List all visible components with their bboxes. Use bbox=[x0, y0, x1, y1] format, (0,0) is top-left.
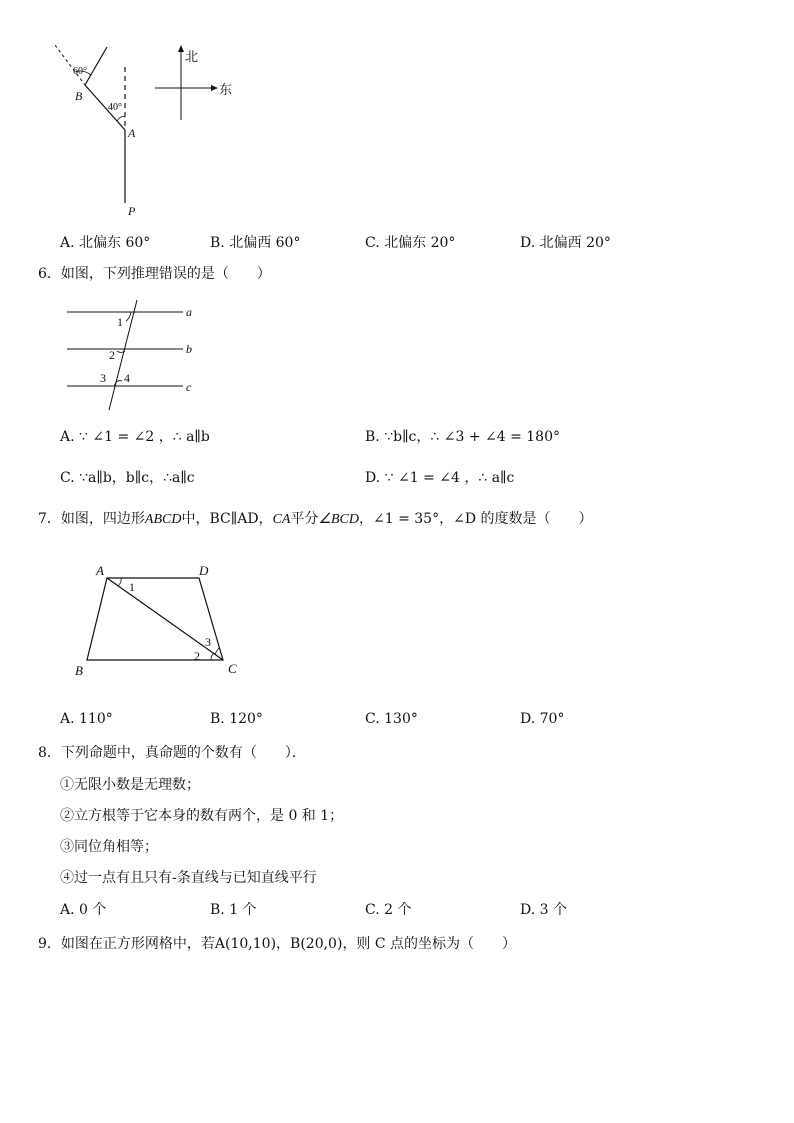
angle-1-arc bbox=[118, 578, 121, 586]
q5-option-a[interactable]: A. 北偏东 60° bbox=[60, 235, 151, 251]
q7-stem: 7．如图，四边形ABCD中，BC∥AD，CA平分∠BCD，∠1 = 35°，∠D 的度数是（ ） bbox=[38, 511, 593, 527]
point-b-label: B bbox=[75, 89, 83, 103]
east-label: 东 bbox=[219, 83, 233, 98]
q5-option-c[interactable]: C. 北偏东 20° bbox=[365, 235, 456, 251]
q7-option-a[interactable]: A. 110° bbox=[60, 711, 113, 727]
angle-3-label: 3 bbox=[205, 635, 211, 649]
line-a-label: a bbox=[186, 305, 192, 319]
north-label: 北 bbox=[185, 50, 199, 65]
angle-2-label: 2 bbox=[109, 348, 115, 362]
north-arrow-icon bbox=[178, 45, 184, 52]
point-p-label: P bbox=[128, 204, 136, 218]
q7-option-b[interactable]: B. 120° bbox=[210, 711, 263, 727]
q8-item-1: ①无限小数是无理数； bbox=[60, 777, 200, 793]
point-c-label: C bbox=[228, 661, 237, 676]
line-c-label: c bbox=[186, 380, 192, 394]
point-d-label: D bbox=[199, 563, 209, 578]
angle-3-arc bbox=[215, 648, 219, 654]
q6-option-a[interactable]: A. ∵ ∠1 = ∠2 ，∴ a∥b bbox=[60, 429, 210, 445]
q8-stem: 8．下列命题中，真命题的个数有（ ）． bbox=[38, 745, 306, 761]
q7-option-c[interactable]: C. 130° bbox=[365, 711, 418, 727]
angle-40-label: 40° bbox=[108, 102, 122, 113]
q9-stem: 9．如图在正方形网格中，若A(10,10)，B(20,0)，则 C 点的坐标为（ ） bbox=[38, 936, 517, 952]
ray-b bbox=[85, 47, 107, 85]
point-a-label: A bbox=[128, 126, 136, 140]
q6-option-d[interactable]: D. ∵ ∠1 = ∠4 ，∴ a∥c bbox=[365, 470, 515, 486]
trapezoid-figure bbox=[70, 560, 250, 685]
point-b-label: B bbox=[75, 663, 83, 678]
trapezoid-abcd bbox=[87, 578, 223, 660]
direction-figure bbox=[55, 45, 245, 220]
point-b-coords: B(20,0) bbox=[290, 936, 343, 952]
line-b-label: b bbox=[186, 342, 192, 356]
east-arrow-icon bbox=[211, 85, 218, 91]
parallel-lines-figure bbox=[65, 300, 210, 415]
angle-40-arc bbox=[117, 117, 125, 122]
q8-item-3: ③同位角相等； bbox=[60, 839, 158, 855]
q8-option-c[interactable]: C. 2 个 bbox=[365, 902, 412, 918]
q8-item-2: ②立方根等于它本身的数有两个，是 0 和 1； bbox=[60, 808, 344, 824]
angle-4-label: 4 bbox=[124, 371, 130, 385]
q8-item-4: ④过一点有且只有-条直线与已知直线平行 bbox=[60, 870, 317, 886]
q6-stem: 6．如图，下列推理错误的是（ ） bbox=[38, 266, 271, 282]
q5-option-d[interactable]: D. 北偏西 20° bbox=[520, 235, 611, 251]
q8-option-d[interactable]: D. 3 个 bbox=[520, 902, 567, 918]
q8-option-a[interactable]: A. 0 个 bbox=[60, 902, 107, 918]
q7-option-d[interactable]: D. 70° bbox=[520, 711, 565, 727]
dashed-north-line-b bbox=[55, 45, 85, 85]
angle-2-label: 2 bbox=[194, 649, 200, 663]
q6-option-c[interactable]: C. ∵a∥b，b∥c，∴a∥c bbox=[60, 470, 195, 486]
q8-option-b[interactable]: B. 1 个 bbox=[210, 902, 257, 918]
angle-1-arc bbox=[126, 312, 131, 321]
point-a-coords: A(10,10) bbox=[214, 936, 277, 952]
angle-60-label: 60° bbox=[73, 66, 87, 77]
q6-option-b[interactable]: B. ∵b∥c，∴ ∠3 + ∠4 = 180° bbox=[365, 429, 560, 445]
angle-3-label: 3 bbox=[100, 371, 106, 385]
point-a-label: A bbox=[96, 563, 104, 578]
angle-1-label: 1 bbox=[117, 315, 123, 329]
q5-option-b[interactable]: B. 北偏西 60° bbox=[210, 235, 301, 251]
angle-1-label: 1 bbox=[129, 580, 135, 594]
